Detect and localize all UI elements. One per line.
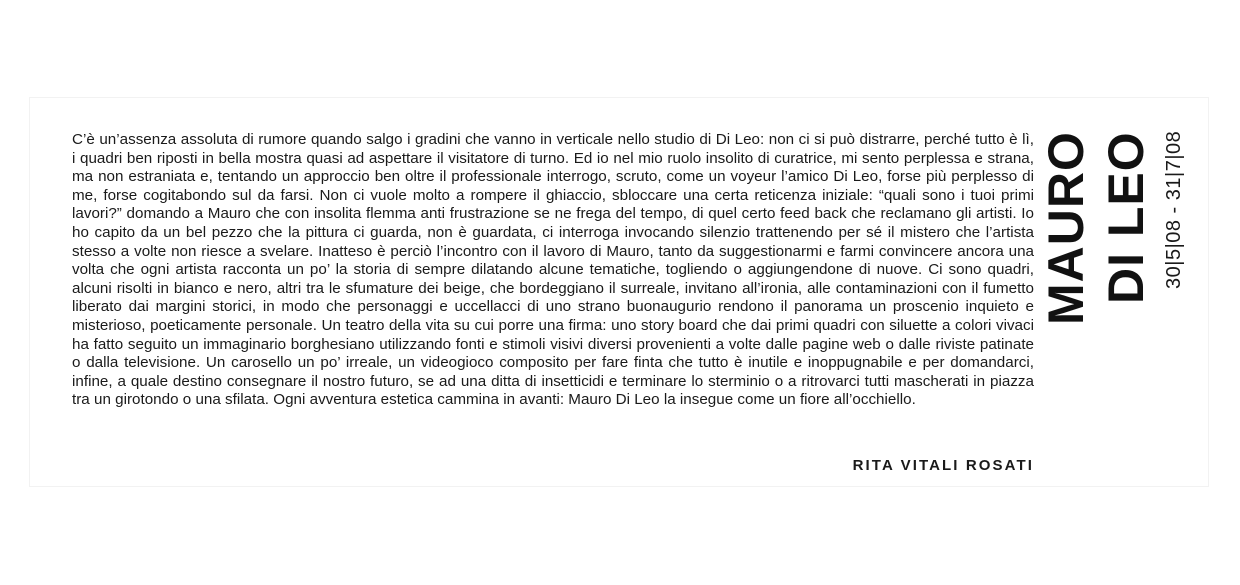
exhibition-dates: 30|5|08 - 31|7|08 <box>1163 131 1185 290</box>
artist-name-first: MAURO <box>1038 131 1094 325</box>
artist-name-last: DI LEO <box>1098 131 1154 304</box>
article-body: C’è un’assenza assoluta di rumore quando salgo i gradini che vanno in verticale nello studio di Di Leo: non ci si può distrarre, perché tutto è lì, i quadri ben riposti in bella mostra quasi ad aspettare il visitatore di turno. Ed io nel mio ruolo insolito di curatrice, mi sento perplessa e strana, ma non estraniata e, tentando un approccio ben oltre il professionale interrogo, scruto, come un voyeur l’amico Di Leo, forse più perplesso di me, forse cogitabondo sul da farsi. Non ci vuole molto a rompere il ghiaccio, sbloccare una certa reticenza iniziale: “quali sono i tuoi primi lavori?” domando a Mauro che con insolita flemma anti frustrazione se ne frega del tempo, di quel certo feed back che reclamano gli artisti. Io ho capito da un bel pezzo che la pittura ci guarda, non è guardata, ci interroga invocando silenzio trattenendo per sé il mistero che l’artista stesso a volte non riesce a svelare. Inatteso è perciò l’incontro con il lavoro di Mauro, tanto da suggestionarmi e farmi convincere ancora una volta che ogni artista racconta un po’ la storia di sempre dilatando alcune tematiche, togliendo o aggiungendone di nuove. Ci sono quadri, alcuni risolti in bianco e nero, altri tra le sfumature dei beige, che bordeggiano il surreale, invitano all’ironia, alle contaminazioni con il fumetto liberato dai margini storici, in modo che personaggi e uccellacci di uno strano buonaugurio rendono il panorama un proscenio inquieto e misterioso, poeticamente personale. Un teatro della vita su cui porre una firma: uno story board che dai primi quadri con siluette a colori vivaci ha fatto seguito un immaginario borghesiano utilizzando fonti e stimoli visivi diversi provenienti a volte dalle pagine web o dalle riviste patinate o dalla televisione. Un carosello un po’ irreale, un videogioco composito per fare finta che tutto è inutile e inoppugnabile e per domandarci, infine, a quale destino consegnare il nostro futuro, se ad una ditta di insetticidi e terminare lo sterminio o a ritrovarci tutti mascherati in piazza tra un girotondo o una sfilata. Ogni avventura estetica cammina in avanti: Mauro Di Leo la insegue come un fiore all’occhiello. <box>72 131 1034 409</box>
author-signature: RITA VITALI ROSATI <box>852 457 1034 474</box>
